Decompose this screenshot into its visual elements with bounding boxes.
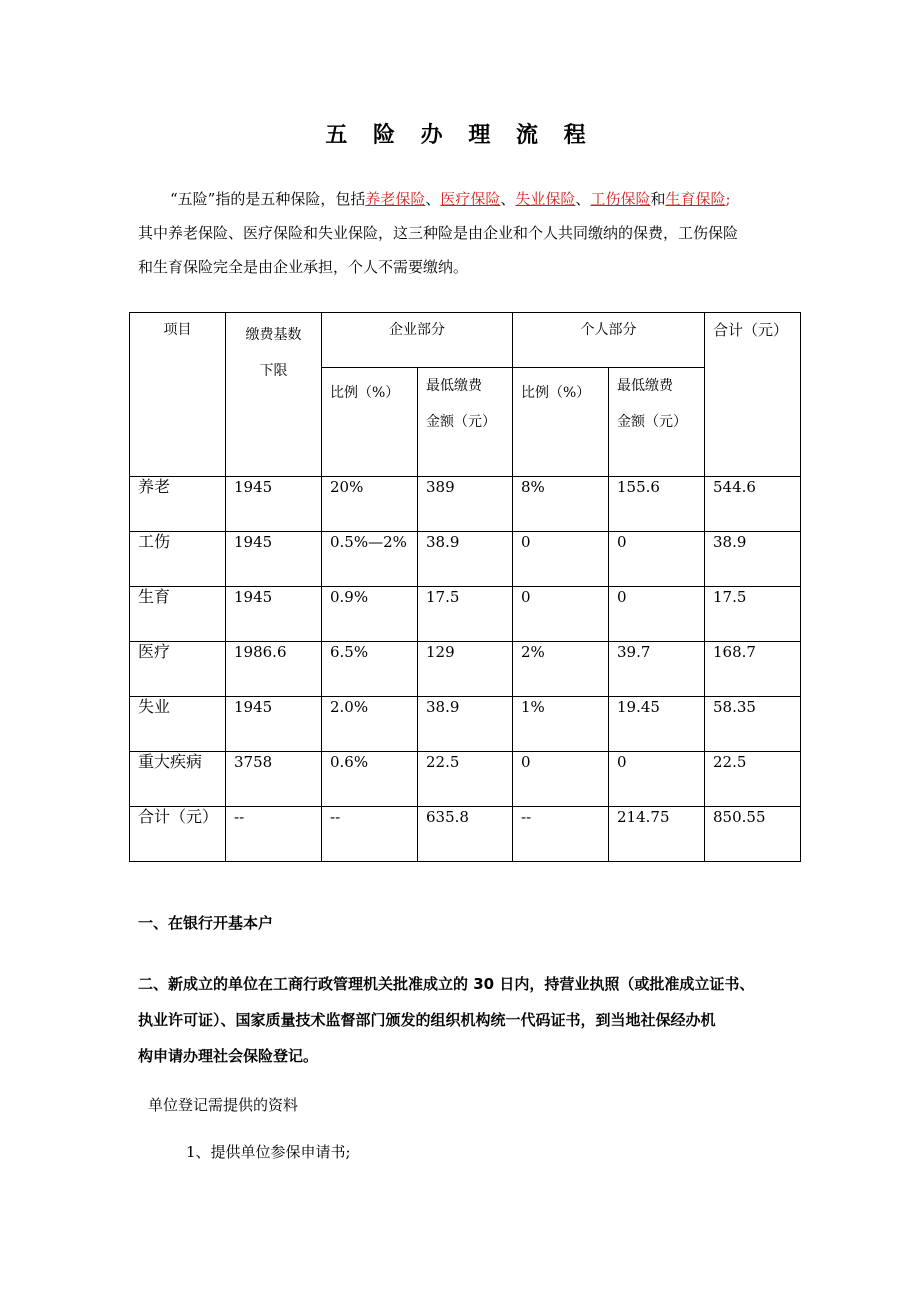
- header-total-label: 合计（元）: [713, 321, 789, 339]
- cell-item: 合计（元）: [130, 807, 226, 862]
- header-company-label: 企业部分: [389, 322, 445, 338]
- cell-item: 工伤: [130, 532, 226, 587]
- intro-and: 和: [650, 190, 666, 208]
- cell-total: 168.7: [705, 642, 801, 697]
- cell-company-ratio: 0.6%: [322, 752, 418, 807]
- cell-base: 1945: [226, 587, 322, 642]
- header-min-line2: 金额（元）: [426, 414, 496, 430]
- cell-personal-ratio: 0: [513, 752, 609, 807]
- cell-company-ratio: 0.5%—2%: [322, 532, 418, 587]
- section-2-line3: 构申请办理社会保险登记。: [138, 1047, 319, 1065]
- insurance-table: [129, 312, 801, 862]
- cell-base: 1945: [226, 477, 322, 532]
- table-row: [130, 752, 801, 807]
- cell-company-amount: 38.9: [418, 697, 513, 752]
- intro-sep: 、: [575, 190, 591, 208]
- header-base: [226, 313, 322, 477]
- cell-base: 1945: [226, 532, 322, 587]
- cell-personal-ratio: --: [513, 807, 609, 862]
- intro-line-1: [138, 182, 798, 216]
- cell-company-amount: 129: [418, 642, 513, 697]
- header-ratio-label: 比例（%）: [330, 385, 400, 401]
- header-company-min: [418, 368, 513, 477]
- header-personal-min: [609, 368, 705, 477]
- header-base-line2: 下限: [259, 363, 288, 379]
- cell-company-amount: 389: [418, 477, 513, 532]
- header-base-line1: 缴费基数: [245, 327, 302, 343]
- header-personal-label: 个人部分: [580, 322, 637, 338]
- cell-item: 医疗: [130, 642, 226, 697]
- intro-line-2: 其中养老保险、医疗保险和失业保险，这三种险是由企业和个人共同缴纳的保费，工伤保险: [138, 224, 739, 242]
- page-title: 五 险 办 理 流 程: [325, 122, 595, 148]
- table-row: [130, 642, 801, 697]
- cell-base: --: [226, 807, 322, 862]
- cell-total: 58.35: [705, 697, 801, 752]
- cell-base: 3758: [226, 752, 322, 807]
- header-company-ratio: [322, 368, 418, 477]
- cell-personal-amount: 155.6: [609, 477, 705, 532]
- table-row: [130, 697, 801, 752]
- cell-personal-amount: 19.45: [609, 697, 705, 752]
- materials-item-1: 1、提供单位参保申请书;: [186, 1143, 351, 1161]
- cell-company-ratio: --: [322, 807, 418, 862]
- intro-end-punct: ;: [725, 190, 731, 208]
- header-personal-ratio: [513, 368, 609, 477]
- table-row: [130, 532, 801, 587]
- cell-company-ratio: 20%: [322, 477, 418, 532]
- cell-total: 22.5: [705, 752, 801, 807]
- cell-personal-amount: 39.7: [609, 642, 705, 697]
- cell-item: 重大疾病: [130, 752, 226, 807]
- table-row: [130, 587, 801, 642]
- cell-personal-amount: 0: [609, 752, 705, 807]
- cell-company-ratio: 2.0%: [322, 697, 418, 752]
- cell-item: 生育: [130, 587, 226, 642]
- intro-paragraph: [138, 182, 798, 284]
- header-min-line1: 最低缴费: [426, 378, 482, 394]
- cell-personal-amount: 0: [609, 532, 705, 587]
- intro-prefix: “五险”指的是五种保险，包括: [170, 190, 366, 208]
- section-2-line2: 执业许可证）、国家质量技术监督部门颁发的组织机构统一代码证书，到当地社保经办机: [138, 1011, 716, 1029]
- cell-total: 850.55: [705, 807, 801, 862]
- header-min-line2: 金额（元）: [617, 414, 687, 430]
- cell-personal-amount: 0: [609, 587, 705, 642]
- header-personal: [513, 313, 705, 368]
- cell-personal-ratio: 2%: [513, 642, 609, 697]
- link-unemployment-insurance[interactable]: 失业保险: [515, 190, 576, 208]
- intro-line-3: 和生育保险完全是由企业承担，个人不需要缴纳。: [138, 258, 469, 276]
- intro-sep: 、: [500, 190, 516, 208]
- materials-heading: 单位登记需提供的资料: [148, 1096, 299, 1114]
- cell-item: 养老: [130, 477, 226, 532]
- link-maternity-insurance[interactable]: 生育保险: [665, 190, 726, 208]
- table-row: [130, 477, 801, 532]
- header-item-label: 项目: [163, 322, 192, 338]
- cell-company-ratio: 6.5%: [322, 642, 418, 697]
- cell-item: 失业: [130, 697, 226, 752]
- cell-company-amount: 22.5: [418, 752, 513, 807]
- cell-base: 1986.6: [226, 642, 322, 697]
- header-company: [322, 313, 513, 368]
- cell-personal-ratio: 1%: [513, 697, 609, 752]
- cell-personal-ratio: 0: [513, 532, 609, 587]
- cell-personal-ratio: 8%: [513, 477, 609, 532]
- link-injury-insurance[interactable]: 工伤保险: [590, 190, 651, 208]
- header-item: [130, 313, 226, 477]
- section-2-line1: 二、新成立的单位在工商行政管理机关批准成立的 30 日内，持营业执照（或批准成立证书、: [138, 975, 755, 993]
- cell-total: 38.9: [705, 532, 801, 587]
- cell-company-amount: 635.8: [418, 807, 513, 862]
- link-pension-insurance[interactable]: 养老保险: [365, 190, 426, 208]
- header-total: [705, 313, 801, 477]
- cell-total: 544.6: [705, 477, 801, 532]
- section-1-heading: 一、在银行开基本户: [138, 914, 274, 932]
- cell-company-amount: 38.9: [418, 532, 513, 587]
- section-2-heading: [138, 966, 754, 1074]
- cell-company-ratio: 0.9%: [322, 587, 418, 642]
- intro-sep: 、: [425, 190, 441, 208]
- link-medical-insurance[interactable]: 医疗保险: [440, 190, 501, 208]
- header-min-line1: 最低缴费: [617, 378, 673, 394]
- cell-base: 1945: [226, 697, 322, 752]
- cell-company-amount: 17.5: [418, 587, 513, 642]
- cell-total: 17.5: [705, 587, 801, 642]
- table-header-row-1: [130, 313, 801, 368]
- cell-personal-ratio: 0: [513, 587, 609, 642]
- table-row: [130, 807, 801, 862]
- cell-personal-amount: 214.75: [609, 807, 705, 862]
- header-ratio-label: 比例（%）: [521, 385, 591, 401]
